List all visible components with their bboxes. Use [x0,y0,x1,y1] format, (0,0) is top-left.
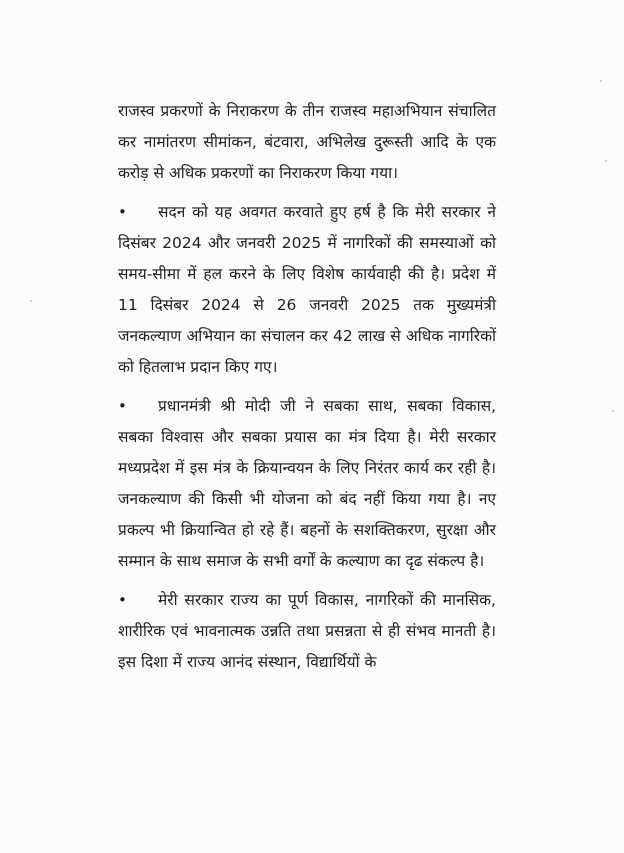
scan-speck [30,300,32,302]
paragraph-1 [118,96,496,189]
document-body [118,96,496,678]
paragraph-text: मेरी सरकार राज्य का पूर्ण विकास, नागरिकों की मानसिक, शारीरिक एवं भावनात्मक उन्नति तथा प्रसन्नता से ही संभव मानती है। इस दिशा में राज्य आनंद संस्थान, विद्यार्थियों के [118,591,496,671]
bullet-paragraph-4 [118,585,496,678]
bullet-point: • [118,203,127,221]
scan-speck [600,80,602,82]
paragraph-text: प्रधानमंत्री श्री मोदी जी ने सबका साथ, सबका विकास, सबका विश्वास और सबका प्रयास का मंत्र दिया है। मेरी सरकार मध्यप्रदेश में इस मंत्र के क्रियान्वयन के लिए निरंतर कार्य कर रही है। जनकल्याण की किसी भी योजना को बंद नहीं किया गया है। नए प्रकल्प भी क्रियान्वित हो रहे हैं। बहनों के सशक्तिकरण, सुरक्षा और सम्मान के साथ समाज के सभी वर्गों के कल्याण का दृढ संकल्प है। [118,397,496,570]
bullet-paragraph-3 [118,391,496,577]
bullet-paragraph-2 [118,197,496,383]
scan-speck [612,410,614,412]
bullet-point: • [118,397,127,415]
scan-speck [605,160,607,162]
bullet-point: • [118,591,127,609]
paragraph-text: सदन को यह अवगत करवाते हुए हर्ष है कि मेरी सरकार ने दिसंबर 2024 और जनवरी 2025 में नागरिकों की समस्याओं को समय-सीमा में हल करने के लिए विशेष कार्यवाही की है। प्रदेश में 11 दिसंबर 2024 से 26 जनवरी 2025 तक मुख्यमंत्री जनकल्याण अभियान का संचालन कर 42 लाख से अधिक नागरिकों को हितलाभ प्रदान किए गए। [118,203,496,376]
paragraph-text: राजस्व प्रकरणों के निराकरण के तीन राजस्व महाअभियान संचालित कर नामांतरण सीमांकन, बंटवारा, अभिलेख दुरूस्ती आदि के एक करोड़ से अधिक प्रकरणों का निराकरण किया गया। [118,102,496,182]
